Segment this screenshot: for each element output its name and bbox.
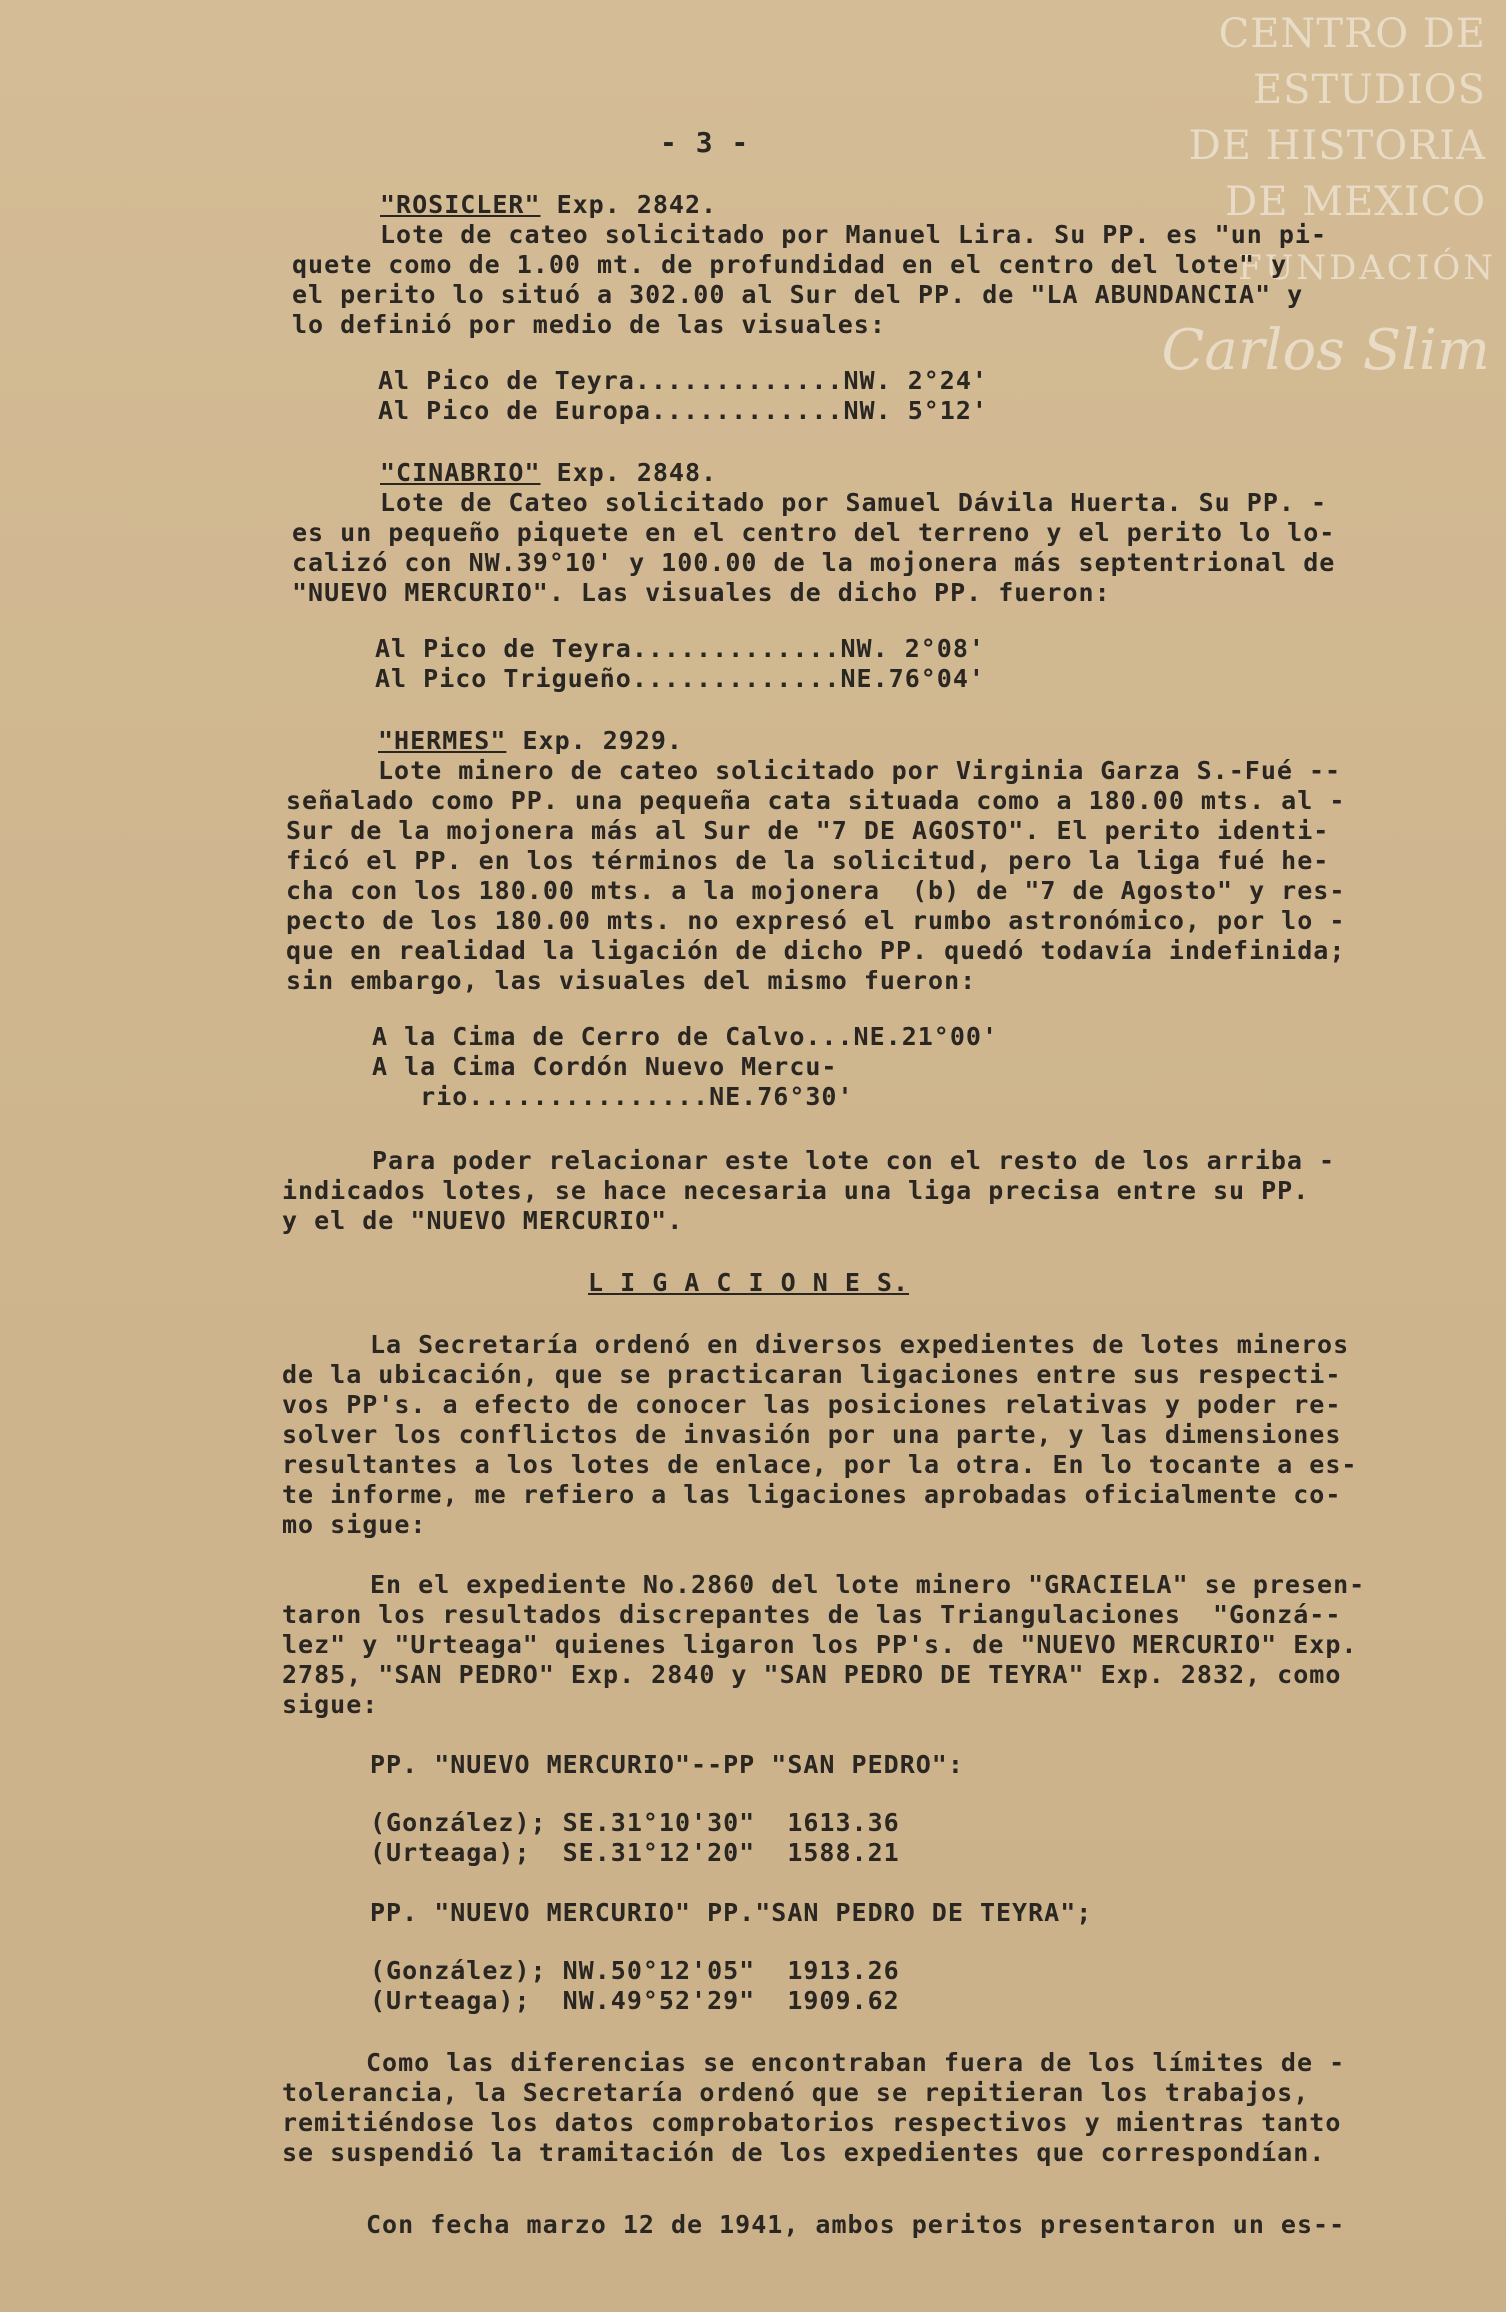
cinabrio-visual-2: Al Pico Trigueño.............NE.76°04'	[375, 664, 985, 693]
hermes-closing-1: Para poder relacionar este lote con el resto de los arriba -	[372, 1146, 1336, 1175]
cinabrio-line-3: calizó con NW.39°10' y 100.00 de la mojonera más septentrional de	[292, 548, 1336, 577]
section-heading-hermes	[378, 726, 683, 756]
ligaciones-para1-line-1: La Secretaría ordenó en diversos expedientes de lotes mineros	[370, 1330, 1350, 1359]
rosicler-visual-2: Al Pico de Europa............NW. 5°12'	[378, 396, 988, 425]
hermes-line-6: pecto de los 180.00 mts. no expresó el rumbo astronómico, por lo -	[286, 906, 1346, 935]
rosicler-line-3: el perito lo situó a 302.00 al Sur del PP. de "LA ABUNDANCIA" y	[292, 280, 1304, 309]
hermes-line-3: Sur de la mojonera más al Sur de "7 DE AGOSTO". El perito identi-	[286, 816, 1330, 845]
pair2-title: PP. "NUEVO MERCURIO" PP."SAN PEDRO DE TEYRA";	[370, 1898, 1093, 1927]
cinabrio-title: "CINABRIO"	[380, 458, 541, 487]
rosicler-line-2: quete como de 1.00 mt. de profundidad en el centro del lote" y	[292, 250, 1288, 279]
rosicler-line-4: lo definió por medio de las visuales:	[292, 310, 886, 339]
rosicler-visual-1: Al Pico de Teyra.............NW. 2°24'	[378, 366, 988, 395]
hermes-line-1: Lote minero de cateo solicitado por Virginia Garza S.-Fué --	[378, 756, 1342, 785]
hermes-line-5: cha con los 180.00 mts. a la mojonera (b) de "7 de Agosto" y res-	[286, 876, 1346, 905]
cinabrio-line-2: es un pequeño piquete en el centro del terreno y el perito lo lo-	[292, 518, 1336, 547]
hermes-line-8: sin embargo, las visuales del mismo fueron:	[286, 966, 977, 995]
watermark-line-2: ESTUDIOS	[1252, 67, 1486, 113]
cinabrio-visual-1: Al Pico de Teyra.............NW. 2°08'	[375, 634, 985, 663]
ligaciones-para3-line-3: remitiéndose los datos comprobatorios respectivos y mientras tanto	[282, 2108, 1342, 2137]
page-number: - 3 -	[660, 126, 750, 159]
section-heading-rosicler	[380, 190, 717, 220]
ligaciones-para4-line-1: Con fecha marzo 12 de 1941, ambos peritos presentaron un es--	[366, 2210, 1346, 2239]
cinabrio-exp: Exp. 2848.	[540, 458, 718, 487]
hermes-visual-3: rio...............NE.76°30'	[372, 1082, 854, 1111]
ligaciones-para1-line-7: mo sigue:	[282, 1510, 427, 1539]
ligaciones-para1-line-2: de la ubicación, que se practicaran ligaciones entre sus respecti-	[282, 1360, 1342, 1389]
watermark-signature: Carlos Slim	[1161, 318, 1490, 383]
ligaciones-para2-line-5: sigue:	[282, 1690, 379, 1719]
hermes-closing-3: y el de "NUEVO MERCURIO".	[282, 1206, 684, 1235]
section-heading-cinabrio	[380, 458, 717, 488]
watermark-line-1: CENTRO DE	[1218, 11, 1486, 57]
ligaciones-para3-line-4: se suspendió la tramitación de los expedientes que correspondían.	[282, 2138, 1326, 2167]
ligaciones-para1-line-3: vos PP's. a efecto de conocer las posiciones relativas y poder re-	[282, 1390, 1342, 1419]
rosicler-title: "ROSICLER"	[380, 190, 541, 219]
ligaciones-para2-line-3: lez" y "Urteaga" quienes ligaron los PP's. de "NUEVO MERCURIO" Exp.	[282, 1630, 1358, 1659]
ligaciones-para1-line-5: resultantes a los lotes de enlace, por la otra. En lo tocante a es-	[282, 1450, 1358, 1479]
hermes-line-4: ficó el PP. en los términos de la solicitud, pero la liga fué he-	[286, 846, 1330, 875]
pair2-row-gonzalez: (González); NW.50°12'05" 1913.26	[370, 1956, 900, 1985]
watermark-line-4: DE MEXICO	[1225, 179, 1486, 225]
ligaciones-para2-line-2: taron los resultados discrepantes de las Triangulaciones "Gonzá--	[282, 1600, 1342, 1629]
hermes-closing-2: indicados lotes, se hace necesaria una liga precisa entre su PP.	[282, 1176, 1310, 1205]
ligaciones-para1-line-4: solver los conflictos de invasión por una parte, y las dimensiones	[282, 1420, 1342, 1449]
ligaciones-heading: L I G A C I O N E S.	[588, 1268, 910, 1297]
pair1-row-urteaga: (Urteaga); SE.31°12'20" 1588.21	[370, 1838, 900, 1867]
ligaciones-para2-line-4: 2785, "SAN PEDRO" Exp. 2840 y "SAN PEDRO DE TEYRA" Exp. 2832, como	[282, 1660, 1342, 1689]
hermes-visual-2: A la Cima Cordón Nuevo Mercu-	[372, 1052, 838, 1081]
ligaciones-para1-line-6: te informe, me refiero a las ligaciones aprobadas oficialmente co-	[282, 1480, 1342, 1509]
pair1-row-gonzalez: (González); SE.31°10'30" 1613.36	[370, 1808, 900, 1837]
hermes-title: "HERMES"	[378, 726, 507, 755]
watermark-fundacion: FUNDACIÓN	[1238, 248, 1496, 288]
hermes-visual-1: A la Cima de Cerro de Calvo...NE.21°00'	[372, 1022, 998, 1051]
ligaciones-para3-line-2: tolerancia, la Secretaría ordenó que se repitieran los trabajos,	[282, 2078, 1310, 2107]
cinabrio-line-4: "NUEVO MERCURIO". Las visuales de dicho PP. fueron:	[292, 578, 1111, 607]
rosicler-line-1: Lote de cateo solicitado por Manuel Lira. Su PP. es "un pi-	[380, 220, 1328, 249]
archive-watermark	[1166, 6, 1486, 230]
pair2-row-urteaga: (Urteaga); NW.49°52'29" 1909.62	[370, 1986, 900, 2015]
rosicler-exp: Exp. 2842.	[540, 190, 718, 219]
cinabrio-line-1: Lote de Cateo solicitado por Samuel Dávila Huerta. Su PP. -	[380, 488, 1328, 517]
pair1-title: PP. "NUEVO MERCURIO"--PP "SAN PEDRO":	[370, 1750, 964, 1779]
ligaciones-para2-line-1: En el expediente No.2860 del lote minero "GRACIELA" se presen-	[370, 1570, 1366, 1599]
hermes-line-2: señalado como PP. una pequeña cata situada como a 180.00 mts. al -	[286, 786, 1346, 815]
watermark-line-3: DE HISTORIA	[1188, 123, 1486, 169]
ligaciones-para3-line-1: Como las diferencias se encontraban fuera de los límites de -	[366, 2048, 1346, 2077]
hermes-exp: Exp. 2929.	[506, 726, 683, 755]
hermes-line-7: que en realidad la ligación de dicho PP. quedó todavía indefinida;	[286, 936, 1346, 965]
